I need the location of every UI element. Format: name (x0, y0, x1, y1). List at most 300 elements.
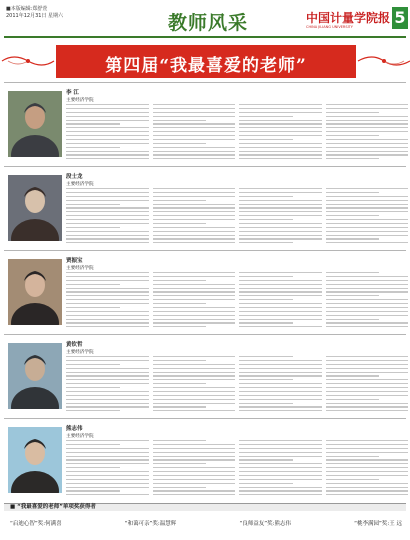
text-line (326, 131, 409, 132)
text-line (239, 483, 293, 484)
text-line (239, 490, 322, 491)
text-line (326, 368, 409, 369)
award-winner: 王 远 (389, 521, 402, 527)
text-line (153, 406, 207, 407)
text-line (239, 116, 293, 117)
text-line (239, 143, 322, 144)
text-line (326, 291, 409, 292)
text-line (239, 120, 322, 121)
text-line (239, 311, 322, 312)
text-line (153, 452, 236, 453)
text-line (66, 459, 149, 460)
text-line (326, 311, 409, 312)
text-line (326, 299, 409, 300)
text-line (66, 139, 149, 140)
text-line (153, 112, 236, 113)
article-columns (66, 272, 408, 330)
text-line (239, 456, 322, 457)
text-line (66, 315, 149, 316)
text-line (153, 158, 236, 159)
teacher-photo (8, 175, 62, 241)
text-line (153, 299, 236, 300)
text-line (326, 215, 380, 216)
article-column (326, 272, 409, 330)
text-line (239, 280, 322, 281)
article-column (153, 188, 236, 246)
text-line (239, 272, 322, 273)
text-line (66, 391, 149, 392)
text-line (326, 395, 409, 396)
text-line (239, 158, 322, 159)
text-line (66, 211, 149, 212)
text-line (153, 403, 236, 404)
text-line (153, 372, 236, 373)
text-line (239, 284, 322, 285)
text-line (239, 459, 293, 460)
text-line (66, 383, 149, 384)
text-line (239, 444, 322, 445)
text-line (239, 448, 322, 449)
text-line (153, 238, 236, 239)
text-line (239, 276, 293, 277)
text-line (239, 315, 322, 316)
text-line (66, 299, 149, 300)
text-line (153, 235, 236, 236)
text-line (153, 444, 236, 445)
text-line (239, 231, 322, 232)
text-line (239, 112, 322, 113)
text-line (239, 372, 322, 373)
text-line (153, 242, 236, 243)
text-line (66, 379, 149, 380)
teacher-photo (8, 427, 62, 493)
text-line (153, 487, 207, 488)
text-line (66, 356, 149, 357)
text-line (66, 440, 149, 441)
text-line (239, 196, 293, 197)
article-column (66, 272, 149, 330)
text-line (326, 204, 409, 205)
text-line (153, 154, 236, 155)
newspaper-brand: 中国计量学院报 (306, 11, 391, 25)
text-line (66, 372, 149, 373)
text-line (326, 372, 409, 373)
text-line (66, 223, 149, 224)
text-line (66, 276, 149, 277)
text-line (326, 288, 409, 289)
text-line (66, 444, 120, 445)
text-line (66, 127, 149, 128)
text-line (326, 391, 409, 392)
text-line (326, 120, 409, 121)
text-line (239, 235, 322, 236)
text-line (66, 123, 120, 124)
text-line (326, 303, 409, 304)
text-line (239, 487, 322, 488)
text-line (239, 238, 322, 239)
text-line (153, 459, 236, 460)
text-line (239, 406, 322, 407)
text-line (239, 379, 293, 380)
section-title: 教师风采 (168, 12, 249, 34)
article-column (66, 440, 149, 498)
text-line (239, 319, 322, 320)
text-line (66, 456, 149, 457)
teacher-photo (8, 91, 62, 157)
award-item: “和蔼可亲”奖:温慧辉 (124, 521, 177, 527)
text-line (326, 387, 409, 388)
text-line (326, 211, 409, 212)
text-line (153, 280, 207, 281)
text-line (239, 440, 322, 441)
text-line (66, 242, 149, 243)
text-line (66, 215, 149, 216)
text-line (239, 223, 322, 224)
text-line (326, 463, 409, 464)
text-line (66, 295, 149, 296)
teacher-section (4, 82, 406, 166)
text-line (239, 154, 322, 155)
text-line (153, 272, 236, 273)
text-line (66, 448, 149, 449)
award-name: “桃李满园”奖 (354, 521, 388, 527)
page-number: 5 (392, 7, 408, 29)
text-line (239, 375, 322, 376)
text-line (326, 490, 409, 491)
text-line (66, 231, 149, 232)
text-line (326, 471, 409, 472)
text-line (153, 368, 236, 369)
text-line (66, 207, 149, 208)
award-name: “启迪心智”奖 (10, 521, 44, 527)
text-line (66, 158, 149, 159)
text-line (153, 135, 236, 136)
text-line (326, 467, 409, 468)
text-line (326, 143, 409, 144)
article-columns (66, 104, 408, 162)
text-line (326, 227, 409, 228)
text-line (239, 475, 322, 476)
text-line (153, 463, 207, 464)
text-line (326, 326, 409, 327)
text-line (66, 364, 120, 365)
text-line (66, 322, 149, 323)
text-line (153, 456, 236, 457)
text-line (239, 123, 322, 124)
text-line (153, 143, 207, 144)
article-column (326, 440, 409, 498)
text-line (66, 395, 149, 396)
text-line (153, 120, 207, 121)
text-line (66, 200, 149, 201)
text-line (326, 452, 409, 453)
text-line (153, 211, 236, 212)
award-winner: 何满喜 (45, 521, 62, 527)
text-line (239, 227, 322, 228)
text-line (239, 295, 322, 296)
text-line (326, 406, 409, 407)
text-line (326, 403, 409, 404)
teacher-section (4, 166, 406, 250)
text-line (239, 322, 293, 323)
text-line (66, 475, 149, 476)
text-line (326, 440, 409, 441)
text-line (239, 108, 322, 109)
text-line (153, 475, 236, 476)
text-line (153, 196, 236, 197)
text-line (153, 467, 236, 468)
text-line (326, 192, 380, 193)
text-line (326, 242, 409, 243)
text-line (153, 200, 207, 201)
text-line (239, 360, 322, 361)
article-column (66, 356, 149, 414)
text-line (239, 479, 322, 480)
text-line (326, 280, 409, 281)
text-line (66, 204, 120, 205)
text-line (239, 291, 322, 292)
text-line (326, 307, 409, 308)
text-line (239, 192, 322, 193)
teacher-section (4, 334, 406, 418)
right-ornament-icon (356, 53, 410, 69)
teacher-name: 贾振宝 (66, 258, 83, 264)
text-line (239, 326, 322, 327)
text-line (153, 204, 236, 205)
teacher-department-label: 主要经济学院 (66, 434, 94, 439)
text-line (239, 452, 322, 453)
text-line (239, 299, 293, 300)
award-item: “启迪心智”奖:何满喜 (10, 521, 62, 527)
text-line (66, 410, 120, 411)
text-line (239, 288, 322, 289)
text-line (66, 483, 149, 484)
text-line (326, 444, 409, 445)
text-line (153, 123, 236, 124)
text-line (326, 135, 380, 136)
text-line (66, 360, 149, 361)
text-line (326, 322, 409, 323)
text-line (239, 307, 322, 308)
text-line (153, 288, 236, 289)
teacher-section (4, 418, 406, 502)
text-line (239, 204, 322, 205)
text-line (153, 379, 236, 380)
article-column (326, 356, 409, 414)
text-line (326, 154, 409, 155)
text-line (153, 326, 207, 327)
article-column (153, 440, 236, 498)
text-line (326, 284, 409, 285)
text-line (66, 387, 120, 388)
text-line (153, 215, 236, 216)
award-item: “桃李满园”奖:王 远 (354, 521, 402, 527)
text-line (66, 479, 149, 480)
text-line (153, 127, 236, 128)
text-line (239, 364, 322, 365)
text-line (66, 108, 149, 109)
teacher-photo (8, 259, 62, 325)
page-header (0, 0, 410, 38)
teacher-department-label: 主要经济学院 (66, 266, 94, 271)
teacher-department-label: 主要经济学院 (66, 350, 94, 355)
text-line (153, 494, 236, 495)
text-line (326, 108, 409, 109)
text-line (66, 196, 149, 197)
article-column (153, 104, 236, 162)
text-line (66, 238, 149, 239)
text-line (239, 219, 293, 220)
text-line (66, 104, 149, 105)
text-line (239, 131, 322, 132)
text-line (239, 242, 293, 243)
text-line (239, 403, 293, 404)
text-line (153, 151, 236, 152)
text-line (66, 375, 149, 376)
teacher-name: 熊志伟 (66, 426, 83, 432)
text-line (153, 207, 236, 208)
text-line (239, 395, 322, 396)
text-line (326, 158, 380, 159)
text-line (153, 399, 236, 400)
text-line (66, 192, 149, 193)
text-line (239, 215, 322, 216)
text-line (153, 483, 236, 484)
text-line (66, 288, 149, 289)
text-line (66, 399, 149, 400)
text-line (326, 147, 409, 148)
text-line (153, 276, 236, 277)
text-line (239, 127, 322, 128)
text-line (153, 284, 236, 285)
text-line (66, 471, 149, 472)
text-line (239, 383, 322, 384)
text-line (326, 276, 409, 277)
text-line (326, 123, 409, 124)
text-line (239, 463, 322, 464)
text-line (326, 375, 380, 376)
text-line (326, 315, 409, 316)
text-line (326, 356, 409, 357)
text-line (66, 280, 149, 281)
text-line (239, 200, 322, 201)
text-line (326, 410, 409, 411)
text-line (153, 395, 236, 396)
text-line (153, 116, 236, 117)
teacher-name: 段士龙 (66, 174, 83, 180)
text-line (326, 295, 380, 296)
text-line (66, 319, 149, 320)
text-line (153, 440, 207, 441)
article-column (239, 188, 322, 246)
text-line (153, 303, 207, 304)
text-line (239, 303, 322, 304)
text-line (153, 223, 207, 224)
award-winner: 温慧辉 (159, 521, 177, 527)
text-line (326, 319, 380, 320)
article-column (239, 272, 322, 330)
text-line (153, 410, 236, 411)
text-line (239, 368, 322, 369)
text-line (326, 116, 409, 117)
text-line (326, 207, 409, 208)
text-line (239, 188, 322, 189)
article-column (239, 104, 322, 162)
text-line (153, 391, 236, 392)
text-line (326, 139, 409, 140)
text-line (66, 227, 120, 228)
article-column (66, 188, 149, 246)
article-column (239, 440, 322, 498)
text-line (153, 375, 236, 376)
newspaper-brand-english: CHINA JILIANG UNIVERSITY (306, 25, 353, 29)
text-line (153, 131, 236, 132)
text-line (66, 403, 149, 404)
text-line (326, 200, 409, 201)
text-line (66, 467, 120, 468)
text-line (239, 387, 322, 388)
text-line (326, 272, 380, 273)
text-line (326, 364, 409, 365)
headline-banner (56, 45, 356, 78)
text-line (239, 207, 322, 208)
text-line (153, 315, 236, 316)
text-line (66, 494, 149, 495)
text-line (66, 116, 149, 117)
headline-title: 第四届“我最喜爱的老师” (105, 56, 307, 76)
text-line (326, 151, 409, 152)
editor-line: ■本版编辑:郑舒萱 (6, 6, 48, 12)
text-line (153, 319, 236, 320)
article-column (326, 104, 409, 162)
text-line (66, 112, 149, 113)
teacher-department-label: 主要经济学院 (66, 182, 94, 187)
teacher-department-label: 主要经济学院 (66, 98, 94, 103)
text-line (153, 188, 236, 189)
text-line (66, 490, 120, 491)
article-columns (66, 356, 408, 414)
text-line (326, 487, 409, 488)
text-line (239, 356, 293, 357)
text-line (239, 399, 322, 400)
text-line (66, 463, 149, 464)
text-line (153, 387, 236, 388)
text-line (153, 139, 236, 140)
issue-meta (6, 6, 63, 20)
text-line (326, 231, 409, 232)
text-line (66, 135, 149, 136)
text-line (326, 188, 409, 189)
award-winner: 熊志伟 (274, 521, 292, 527)
text-line (326, 448, 409, 449)
text-line (326, 383, 409, 384)
text-line (153, 356, 236, 357)
text-line (153, 219, 236, 220)
text-line (326, 456, 380, 457)
article-column (153, 356, 236, 414)
award-list (10, 519, 402, 527)
text-line (66, 487, 149, 488)
text-line (326, 238, 380, 239)
article-column (153, 272, 236, 330)
text-line (153, 383, 207, 384)
text-line (153, 448, 236, 449)
text-line (326, 483, 409, 484)
text-line (153, 311, 236, 312)
text-line (66, 272, 149, 273)
text-line (239, 135, 322, 136)
text-line (239, 410, 322, 411)
